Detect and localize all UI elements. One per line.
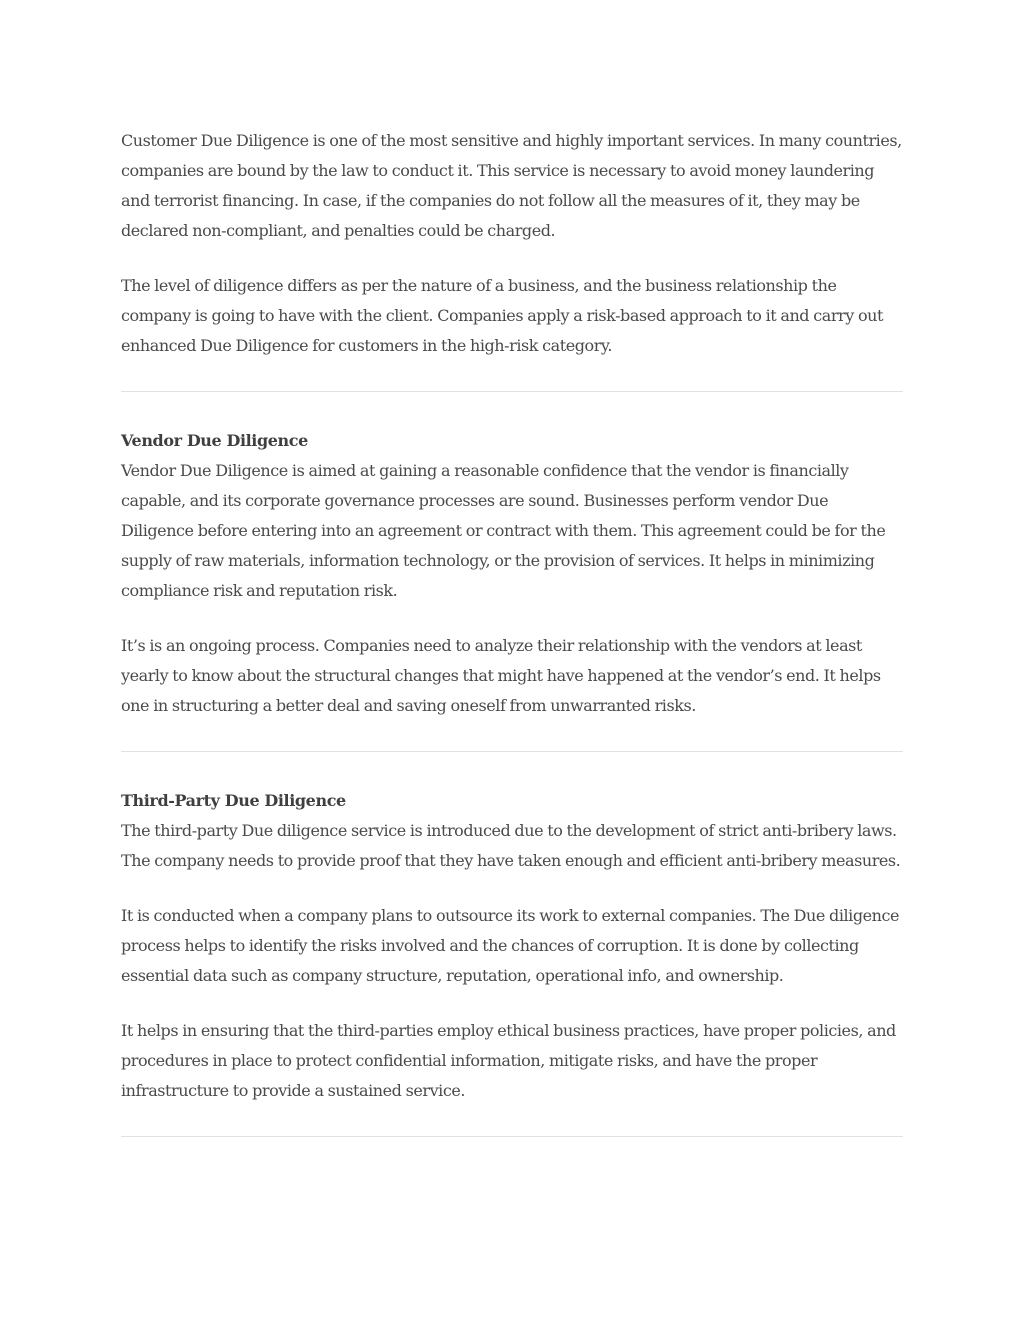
section-divider [121, 1136, 903, 1137]
vendor-paragraph-1: Vendor Due Diligence is aimed at gaining a reasonable confidence that the vendor is financially capable, and its corporate governance processes are sound. Businesses perform vendor Due Diligence before entering into an agreement or contract with them. This agreement could be for the supply of raw materials, information technology, or the provision of services. It helps in minimizing compliance risk and reputation risk. [121, 461, 886, 600]
intro-paragraph-2: The level of diligence differs as per the nature of a business, and the business relationship the company is going to have with the client. Companies apply a risk-based approach to it and carry out enhanced Due Diligence for customers in the high-risk category. [121, 276, 883, 355]
customer-due-diligence-section [121, 126, 903, 361]
third-party-paragraph-2: It is conducted when a company plans to outsource its work to external companies. The Due diligence process helps to identify the risks involved and the chances of corruption. It is done by collecting essential data such as company structure, reputation, operational info, and ownership. [121, 906, 900, 985]
third-party-due-diligence-section [121, 786, 903, 1106]
third-party-paragraph-1: The third-party Due diligence service is introduced due to the development of strict anti-bribery laws. The company needs to provide proof that they have taken enough and efficient anti-bribery measures. [121, 821, 901, 870]
third-party-section-title: Third-Party Due Diligence [121, 791, 346, 810]
section-divider [121, 391, 903, 392]
document-body [121, 126, 903, 1137]
vendor-section-title: Vendor Due Diligence [121, 431, 308, 450]
vendor-due-diligence-section [121, 426, 903, 721]
vendor-paragraph-2: It’s is an ongoing process. Companies need to analyze their relationship with the vendors at least yearly to know about the structural changes that might have happened at the vendor’s end. It helps one in structuring a better deal and saving oneself from unwarranted risks. [121, 636, 881, 715]
third-party-paragraph-3: It helps in ensuring that the third-parties employ ethical business practices, have proper policies, and procedures in place to protect confidential information, mitigate risks, and have the proper infrastructure to provide a sustained service. [121, 1021, 896, 1100]
section-divider [121, 751, 903, 752]
intro-paragraph-1: Customer Due Diligence is one of the most sensitive and highly important services. In many countries, companies are bound by the law to conduct it. This service is necessary to avoid money laundering and terrorist financing. In case, if the companies do not follow all the measures of it, they may be declared non-compliant, and penalties could be charged. [121, 131, 902, 240]
